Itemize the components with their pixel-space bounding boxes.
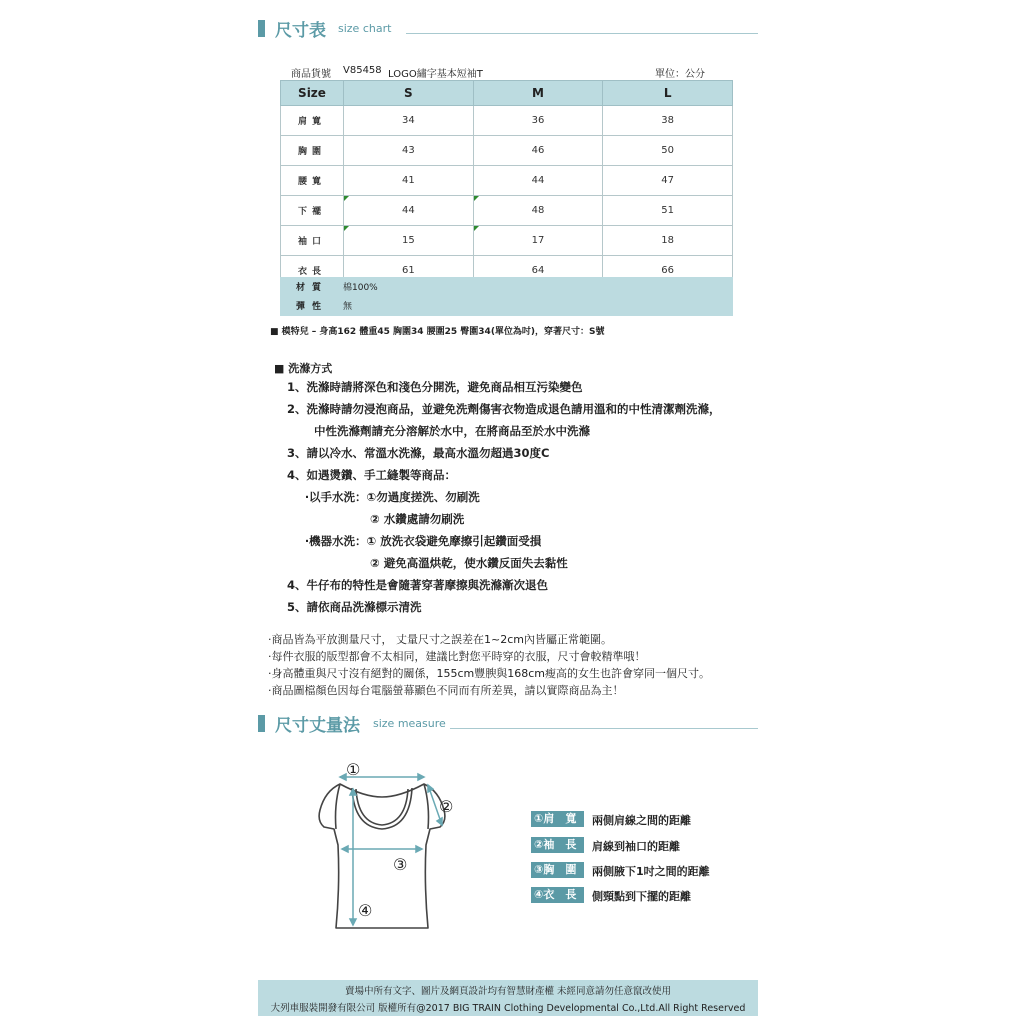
legend-key: ①肩 寬 xyxy=(531,811,584,827)
washing-line: 4、如遇燙鑽、手工縫製等商品： xyxy=(287,468,456,482)
washing-line: 5、請依商品洗滌標示清洗 xyxy=(287,600,422,614)
table-row xyxy=(281,196,733,226)
product-label: 商品貨號 xyxy=(291,69,331,80)
size-chart-header xyxy=(258,18,758,48)
tshirt-outline xyxy=(319,784,445,928)
marker-4: ④ xyxy=(358,901,373,920)
cell-value: 43 xyxy=(344,136,474,166)
cell-value: 64 xyxy=(473,256,603,286)
cell-value: 51 xyxy=(603,196,733,226)
footer-line-2: 大列車服裝開發有限公司 版權所有@2017 BIG TRAIN Clothing Developmental Co.,Ltd.All Right Reserved xyxy=(270,1003,746,1014)
cell-value xyxy=(473,196,603,226)
header-accent-bar xyxy=(258,20,265,37)
cell-value xyxy=(344,226,474,256)
row-label: 下襬 xyxy=(281,196,344,226)
size-header-s: S xyxy=(344,81,474,106)
size-measure-header xyxy=(258,713,758,743)
cell-value: 50 xyxy=(603,136,733,166)
material-row xyxy=(280,280,733,298)
washing-line: ‧以手水洗：①勿過度搓洗、勿刷洗 xyxy=(305,490,480,504)
cell-value xyxy=(344,196,474,226)
washing-title: ■ 洗滌方式 xyxy=(274,362,333,375)
copyright-footer xyxy=(258,980,758,1016)
cell-value: 66 xyxy=(603,256,733,286)
marker-3: ③ xyxy=(393,855,408,874)
cell-marker xyxy=(344,196,349,201)
footer-line-1: 賣場中所有文字、圖片及網頁設計均有智慧財產權 未經同意請勿任意竄改使用 xyxy=(344,986,672,997)
legend-key: ③胸 圍 xyxy=(531,862,584,878)
row-label: 袖口 xyxy=(281,226,344,256)
washing-line: ② 避免高溫烘乾，使水鑽反面失去黏性 xyxy=(370,556,568,570)
size-table-header xyxy=(281,81,733,106)
note-line: ‧身高體重與尺寸沒有絕對的關係，155cm豐腴與168cm瘦高的女生也許會穿同一個尺寸。 xyxy=(268,667,711,680)
material-value: 棉100% xyxy=(343,283,378,293)
size-table xyxy=(280,80,733,286)
material-panel xyxy=(280,277,733,316)
note-line: ‧商品皆為平放測量尺寸， 丈量尺寸之誤差在1~2cm內皆屬正常範圍。 xyxy=(268,633,612,646)
marker-2: ② xyxy=(439,797,454,816)
size-measure-title: 尺寸丈量法 xyxy=(275,716,360,736)
washing-line: 4、牛仔布的特性是會隨著穿著摩擦與洗滌漸次退色 xyxy=(287,578,548,592)
size-header-m: M xyxy=(473,81,603,106)
size-measure-subtitle: size measure xyxy=(373,717,446,730)
size-header-l: L xyxy=(603,81,733,106)
legend-desc: 兩側肩線之間的距離 xyxy=(592,814,691,827)
header-accent-bar xyxy=(258,715,265,732)
cell-value: 46 xyxy=(473,136,603,166)
legend-key: ②袖 長 xyxy=(531,837,584,853)
size-chart-subtitle: size chart xyxy=(338,22,392,35)
tshirt-measure-diagram xyxy=(300,755,480,935)
washing-line: ② 水鑽處請勿刷洗 xyxy=(370,512,465,526)
cell-value: 18 xyxy=(603,226,733,256)
size-header-corner: Size xyxy=(281,81,344,106)
unit-label: 單位：公分 xyxy=(655,69,705,80)
table-row xyxy=(281,226,733,256)
product-code: V85458 xyxy=(343,65,382,76)
cell-value: 47 xyxy=(603,166,733,196)
table-row xyxy=(281,106,733,136)
row-label: 衣長 xyxy=(281,256,344,286)
washing-line: ‧機器水洗：① 放洗衣袋避免摩擦引起鑽面受損 xyxy=(305,534,542,548)
note-line: ‧商品圖檔顏色因每台電腦螢幕顯色不同而有所差異，請以實際商品為主！ xyxy=(268,684,624,697)
row-label: 腰寬 xyxy=(281,166,344,196)
elasticity-value: 無 xyxy=(343,302,353,312)
table-row xyxy=(281,136,733,166)
washing-line: 2、洗滌時請勿浸泡商品，並避免洗劑傷害衣物造成退色請用溫和的中性清潔劑洗滌， xyxy=(287,402,721,416)
header-divider xyxy=(450,728,758,729)
cell-value: 36 xyxy=(473,106,603,136)
marker-1: ① xyxy=(346,760,361,779)
cell-value: 41 xyxy=(344,166,474,196)
cell-value: 38 xyxy=(603,106,733,136)
material-label: 材質 xyxy=(296,283,329,293)
cell-text: 17 xyxy=(531,235,545,246)
row-label: 肩寬 xyxy=(281,106,344,136)
row-label: 胸圍 xyxy=(281,136,344,166)
legend-desc: 兩側腋下1吋之間的距離 xyxy=(592,865,710,878)
washing-line: 3、請以冷水、常溫水洗滌，最高水溫勿超過30度C xyxy=(287,446,550,460)
cell-marker xyxy=(344,226,349,231)
cell-marker xyxy=(474,226,479,231)
legend-desc: 肩線到袖口的距離 xyxy=(592,840,680,853)
cell-value: 61 xyxy=(344,256,474,286)
cell-text: 15 xyxy=(401,235,415,246)
product-name: LOGO繡字基本短袖T xyxy=(388,69,483,80)
cell-value: 44 xyxy=(473,166,603,196)
cell-value xyxy=(473,226,603,256)
legend-key: ④衣 長 xyxy=(531,887,584,903)
header-divider xyxy=(406,33,758,34)
cell-marker xyxy=(474,196,479,201)
cell-value: 34 xyxy=(344,106,474,136)
elasticity-label: 彈性 xyxy=(296,302,329,312)
size-chart-title: 尺寸表 xyxy=(275,21,326,41)
washing-line: 中性洗滌劑請充分溶解於水中，在將商品至於水中洗滌 xyxy=(314,424,590,438)
note-line: ‧每件衣服的版型都會不太相同，建議比對您平時穿的衣服，尺寸會較精準哦！ xyxy=(268,650,646,663)
legend-desc: 側頸點到下擺的距離 xyxy=(592,890,691,903)
elasticity-row xyxy=(280,299,733,317)
washing-line: 1、洗滌時請將深色和淺色分開洗，避免商品相互污染變色 xyxy=(287,380,583,394)
model-info: ■ 模特兒 – 身高162 體重45 胸圍34 腰圍25 臀圍34(單位為吋)，穿著尺寸：S號 xyxy=(270,327,605,337)
cell-text: 48 xyxy=(531,205,545,216)
table-row xyxy=(281,166,733,196)
cell-text: 44 xyxy=(401,205,415,216)
